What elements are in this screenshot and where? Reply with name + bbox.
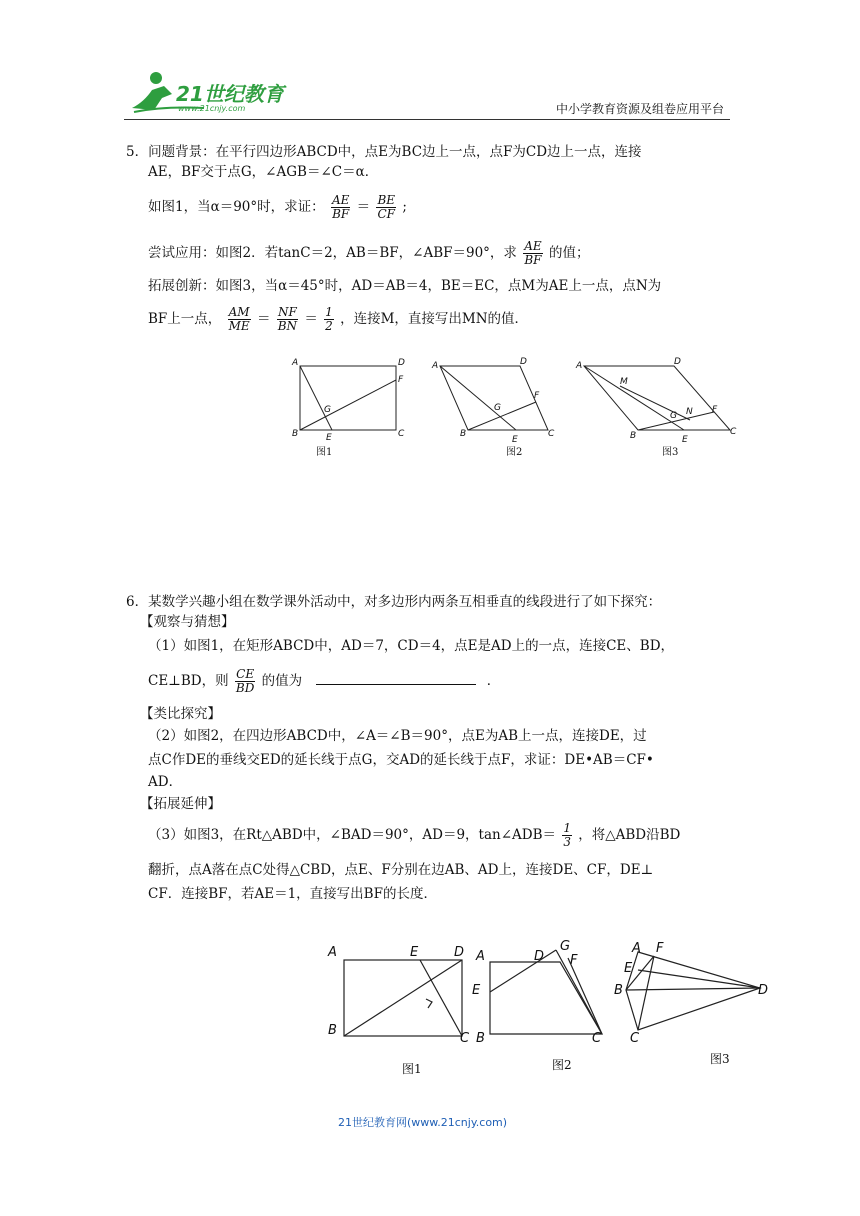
- svg-text:A: A: [292, 358, 299, 368]
- svg-text:A: A: [476, 949, 485, 964]
- svg-text:G: G: [494, 403, 501, 413]
- q5-fig2-label: 图2: [506, 447, 523, 458]
- svg-text:G: G: [560, 939, 571, 954]
- fraction-be-cf: $\frac{BE}{CF}$: [377, 193, 396, 221]
- svg-text:B: B: [460, 429, 467, 439]
- fraction-one-half: $\frac{1}{2}$: [325, 305, 333, 333]
- svg-text:E: E: [682, 435, 688, 445]
- svg-text:C: C: [398, 429, 405, 439]
- svg-text:A: A: [328, 945, 337, 960]
- q6-fig2-label: 图2: [552, 1058, 572, 1072]
- fraction-nf-bn: $\frac{NF}{BN}$: [277, 305, 298, 333]
- svg-text:F: F: [534, 391, 540, 401]
- q5-fig1-label: 图1: [316, 447, 333, 458]
- q5-fig3-label: 图3: [662, 447, 679, 458]
- svg-text:C: C: [730, 427, 737, 437]
- q6-p3c: CF．连接BF，若AE＝1，直接写出BF的长度．: [148, 886, 437, 902]
- header-rule: [124, 119, 730, 120]
- svg-text:C: C: [548, 429, 555, 439]
- svg-text:G: G: [324, 405, 331, 415]
- svg-text:M: M: [620, 377, 628, 387]
- footer-link[interactable]: 21世纪教育网(www.21cnjy.com): [338, 1116, 508, 1129]
- fraction-one-third: $\frac{1}{3}$: [563, 821, 571, 849]
- q6-figures: [320, 936, 780, 1056]
- platform-text: 中小学教育资源及组卷应用平台: [556, 102, 725, 116]
- svg-text:D: D: [758, 983, 769, 998]
- svg-text:E: E: [326, 433, 332, 443]
- svg-text:D: D: [534, 949, 545, 964]
- q5-line4: 尝试应用：如图2．若tanC＝2，AB＝BF，∠ABF＝90°，求: [148, 245, 517, 261]
- answer-blank[interactable]: [316, 670, 476, 685]
- svg-text:D: D: [520, 357, 527, 367]
- svg-text:B: B: [614, 983, 623, 998]
- svg-text:A: A: [576, 361, 583, 371]
- svg-text:B: B: [476, 1031, 485, 1046]
- q6-p2a: （2）如图2，在四边形ABCD中，∠A＝∠B＝90°，点E为AB上一点，连接DE，过: [148, 728, 647, 744]
- svg-text:E: E: [472, 983, 481, 998]
- svg-text:D: D: [454, 945, 465, 960]
- svg-text:A: A: [632, 941, 641, 956]
- svg-text:C: C: [460, 1031, 470, 1046]
- fraction-ae-bf: $\frac{AE}{BF}$: [331, 193, 350, 221]
- q6-fig1-label: 图1: [402, 1062, 422, 1076]
- q6-p3a: （3）如图3，在Rt△ABD中，∠BAD＝90°，AD＝9，tan∠ADB＝: [148, 827, 557, 843]
- svg-text:E: E: [410, 945, 419, 960]
- svg-text:G: G: [670, 411, 677, 421]
- q6-p3b: 翻折，点A落在点C处得△CBD，点E、F分别在边AB、AD上，连接DE、CF，DE⊥: [148, 862, 654, 878]
- header-logo: [124, 68, 294, 118]
- fraction-ae-bf-2: $\frac{AE}{BF}$: [524, 239, 542, 267]
- q5-line3: 如图1，当α＝90°时，求证：: [148, 199, 325, 215]
- svg-text:E: E: [512, 435, 518, 445]
- question-5: 5．问题背景：在平行四边形ABCD中，点E为BC边上一点，点F为CD边上一点，连接 AE，BF交于点G，∠AGB＝∠C＝α． 如图1，当α＝90°时，求证： $\frac{AE}{BF}$ ＝ $\frac{BE}{CF}$ ; 尝试应用：如图2．若tanC＝2，AB＝BF，∠ABF＝90°，求 $\frac{AE}{BF}$ 的值； 拓展创新：如图3，当α＝45°时，AD＝AB＝4，BE＝EC，点M为AE上一点，点N为 BF上一点， $\frac{AM}{ME}$ ＝ $\frac{NF}{BN}$ ＝ $\frac{1}{2}$ ，连接M，直接写出MN的值．: [126, 144, 662, 333]
- q6-number: 6．: [126, 594, 149, 610]
- fraction-am-me: $\frac{AM}{ME}$: [228, 305, 250, 333]
- q6-heading-3: 【拓展延伸】: [140, 796, 221, 812]
- q6-intro: 某数学兴趣小组在数学课外活动中，对多边形内两条互相垂直的线段进行了如下探究：: [148, 594, 662, 610]
- q6-heading-1: 【观察与猜想】: [140, 614, 235, 630]
- q5-line2: AE，BF交于点G，∠AGB＝∠C＝α．: [148, 164, 379, 180]
- svg-text:F: F: [656, 941, 664, 956]
- svg-text:D: D: [398, 358, 405, 368]
- q6-p1a: （1）如图1，在矩形ABCD中，AD＝7，CD＝4，点E是AD上的一点，连接CE、BD，: [148, 638, 675, 654]
- svg-text:B: B: [328, 1023, 337, 1038]
- logo-main: 21世纪教育: [176, 82, 284, 106]
- q6-p2c: AD．: [148, 774, 183, 790]
- q6-fig3-label: 图3: [710, 1052, 730, 1066]
- logo-url: www.21cnjy.com: [178, 104, 246, 113]
- q6-p2b: 点C作DE的垂线交ED的延长线于点G，交AD的延长线于点F，求证：DE•AB＝CF•: [148, 752, 654, 768]
- q5-line1: 问题背景：在平行四边形ABCD中，点E为BC边上一点，点F为CD边上一点，连接: [148, 144, 642, 160]
- q5-number: 5．: [126, 144, 149, 160]
- svg-text:F: F: [398, 375, 404, 385]
- svg-text:N: N: [686, 407, 693, 417]
- svg-text:A: A: [432, 361, 439, 371]
- question-6: 6．某数学兴趣小组在数学课外活动中，对多边形内两条互相垂直的线段进行了如下探究： 【观察与猜想】 （1）如图1，在矩形ABCD中，AD＝7，CD＝4，点E是AD上的一点，连接CE、BD， CE⊥BD，则 $\frac{CE}{BD}$ 的值为 ． 【类比探究】 （2）如图2，在四边形ABCD中，∠A＝∠B＝90°，点E为AB上一点，连接DE，过 点C作DE的垂线交ED的延长线于点G，交AD的延长线于点F，求证：DE•AB＝CF• AD． 【拓展延伸】 （3）如图3，在Rt△ABD中，∠BAD＝90°，AD＝9，tan∠ADB＝ $\frac{1}{3}$ ，将△ABD沿BD 翻折，点A落在点C处得△CBD，点E、F分别在边AB、AD上，连接DE、CF，DE⊥ CF．连接BF，若AE＝1，直接写出BF的长度．: [126, 594, 681, 902]
- q6-heading-2: 【类比探究】: [140, 706, 221, 722]
- fraction-ce-bd: $\frac{CE}{BD}$: [235, 667, 255, 695]
- svg-text:C: C: [592, 1031, 602, 1046]
- svg-text:C: C: [630, 1031, 640, 1046]
- svg-text:B: B: [630, 431, 637, 441]
- q5-line6: BF上一点，: [148, 311, 222, 327]
- svg-text:B: B: [292, 429, 299, 439]
- svg-text:E: E: [624, 961, 633, 976]
- svg-text:F: F: [712, 405, 718, 415]
- q6-p1b: CE⊥BD，则: [148, 673, 229, 689]
- svg-text:F: F: [570, 953, 578, 968]
- q5-line5: 拓展创新：如图3，当α＝45°时，AD＝AB＝4，BE＝EC，点M为AE上一点，点N为: [148, 278, 662, 294]
- svg-text:D: D: [674, 357, 681, 367]
